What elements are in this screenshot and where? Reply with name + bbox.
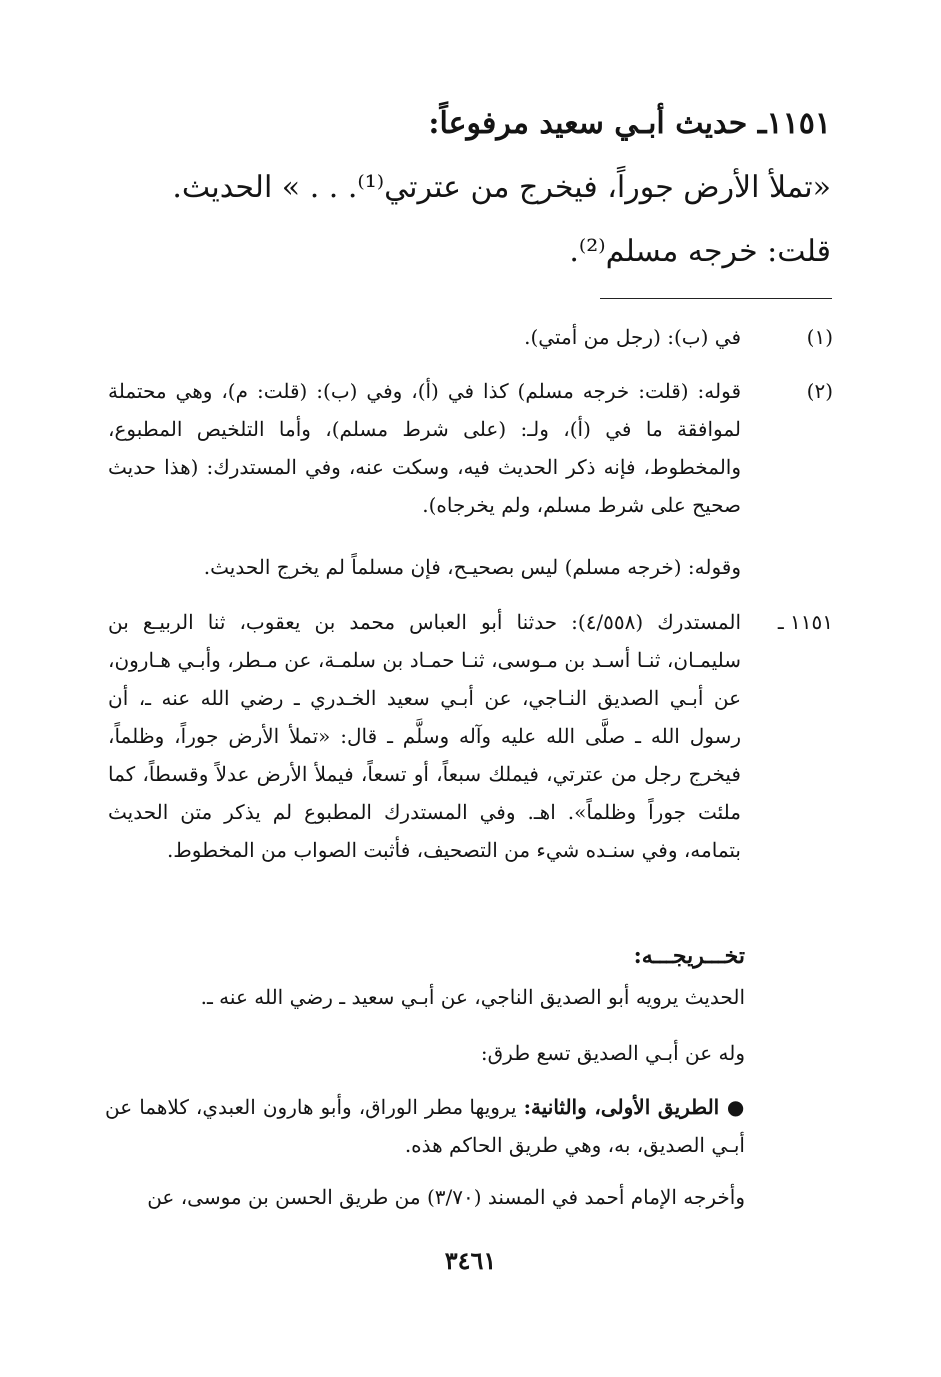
bullet-label: ● الطريق الأولى، والثانية: <box>523 1095 746 1119</box>
takhrij-heading: تخـــريجـــه: <box>633 943 745 969</box>
hadith-header <box>131 92 831 284</box>
footnote-text: قوله: (قلت: خرجه مسلم) كذا في (أ)، وفي (ب): (قلت: م)، وهي محتملة لموافقة ما في (أ)، ولـ: (على شرط مسلم)، وأما التلخيص المطبوع، والمخطوط، فإنه ذكر الحديث فيه، وسكت عنه، وفي المستدرك: (هذا حديث صحيح على شرط مسلم، ولم يخرجاه). <box>108 379 741 517</box>
bullet-text: يرويها مطر الوراق، وأبو هارون العبدي، كلاهما عن أبـي الصديق، به، وهي طريق الحاكم هذه. <box>105 1095 745 1157</box>
footnote-1 <box>108 318 833 356</box>
takhrij-bullet-paragraph <box>105 1088 745 1164</box>
hadith-title: ١١٥١ـ حديث أبـي سعيد مرفوعاً: <box>428 106 831 141</box>
hadith-note: قلت: خرجه مسلم⁽²⁾. <box>569 234 831 269</box>
footnote-divider <box>600 298 832 299</box>
footnote-text: في (ب): (رجل من أمتي). <box>524 325 741 349</box>
footnote-number: ١١٥١ ـ <box>777 610 833 634</box>
takhrij-paragraph: الحديث يرويه أبو الصديق الناجي، عن أبـي سعيد ـ رضي الله عنه ـ. <box>200 985 745 1009</box>
footnote-2 <box>108 372 833 524</box>
hadith-text: «تملأ الأرض جوراً، فيخرج من عترتي⁽¹⁾. . . » الحديث. <box>172 170 831 205</box>
footnote-text: المستدرك (٤/٥٥٨): حدثنا أبو العباس محمد بن يعقوب، ثنا الربيـع بن سليمـان، ثنـا أسـد بن مـوسى، ثنـا حمـاد بن سلمـة، عن مـطر، وأبـي هـارون، عن أبـي الصديق النـاجي، عن أبـي سعيد الخـدري ـ رضي الله عنه ـ، أن رسول الله ـ صلَّى الله عليه وآله وسلَّم ـ قال: «تملأ الأرض جوراً، وظلماً، فيخرج رجل من عترتي، فيملك سبعاً، أو تسعاً، فيملأ الأرض عدلاً وقسطاً، كما ملئت جوراً وظلماً». اهـ. وفي المستدرك المطبوع لم يذكر متن الحديث بتمامه، وفي سنـده شيء من التصحيف، فأثبت الصواب من المخطوط. <box>108 610 742 862</box>
footnote-number: (٢) <box>806 379 833 403</box>
footnote-2-continuation: وقوله: (خرجه مسلم) ليس بصحيـح، فإن مسلماً لم يخرج الحديث. <box>203 555 741 579</box>
takhrij-paragraph: وأخرجه الإمام أحمد في المسند (٣/٧٠) من طريق الحسن بن موسى، عن <box>147 1185 745 1209</box>
page-number: ٣٤٦١ <box>444 1246 497 1275</box>
footnote-number: (١) <box>806 325 833 349</box>
takhrij-paragraph: وله عن أبـي الصديق تسع طرق: <box>480 1041 745 1065</box>
footnote-source <box>108 603 833 869</box>
